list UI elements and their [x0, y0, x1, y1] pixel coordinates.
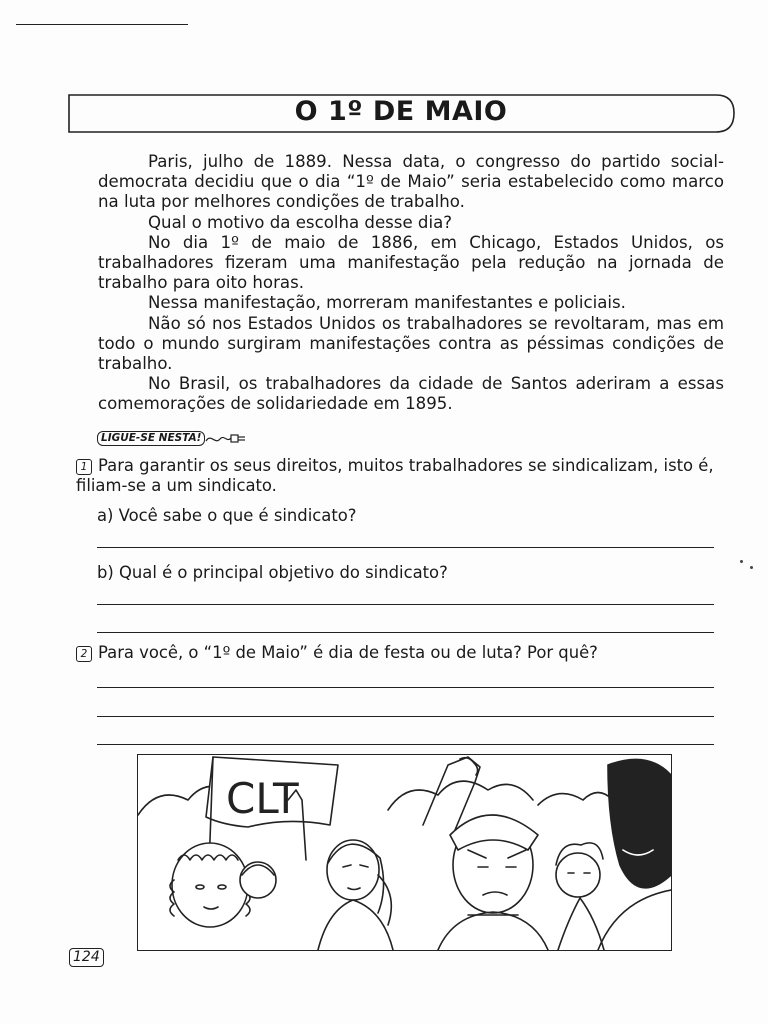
paragraph: Não só nos Estados Unidos os trabalhadores se revoltaram, mas em todo o mundo surgiram manifestações contra as péssimas condições de trabalho.	[98, 313, 724, 374]
page-title: O 1º DE MAIO	[294, 96, 508, 127]
reading-text	[98, 152, 724, 415]
question-text: Para garantir os seus direitos, muitos trabalhadores se sindicalizam, isto é, filiam-se a um sindicato.	[76, 456, 714, 495]
badge-label: LIGUE-SE NESTA!	[97, 431, 205, 446]
protest-drawing	[138, 755, 671, 950]
answer-line[interactable]	[97, 604, 714, 605]
scan-speck	[750, 566, 753, 569]
question-2	[76, 643, 726, 663]
protest-illustration	[137, 754, 672, 951]
paragraph: Paris, julho de 1889. Nessa data, o congresso do partido social-democrata decidiu que o dia “1º de Maio” seria estabelecido como marco na luta por melhores condições de trabalho.	[98, 152, 724, 212]
plug-icon	[205, 431, 247, 445]
answer-line[interactable]	[97, 632, 714, 633]
question-number: 2	[76, 646, 92, 662]
title-banner	[68, 94, 734, 132]
paragraph: Nessa manifestação, morreram manifestantes e policiais.	[148, 293, 626, 313]
question-1a: a) Você sabe o que é sindicato?	[97, 506, 357, 525]
page-number: 124	[69, 948, 104, 967]
question-number: 1	[76, 459, 92, 475]
question-1	[76, 456, 726, 496]
paragraph: No dia 1º de maio de 1886, em Chicago, Estados Unidos, os trabalhadores fizeram uma manifestação pela redução na jornada de trabalho para oito horas.	[98, 232, 724, 293]
section-badge	[97, 430, 247, 446]
answer-line[interactable]	[97, 547, 714, 548]
question-text: Para você, o “1º de Maio” é dia de festa ou de luta? Por quê?	[98, 643, 598, 662]
answer-line[interactable]	[97, 687, 714, 688]
question-1b: b) Qual é o principal objetivo do sindicato?	[97, 563, 448, 582]
paragraph: No Brasil, os trabalhadores da cidade de Santos aderiram a essas comemorações de solidariedade em 1895.	[98, 374, 724, 414]
scan-speck	[740, 560, 743, 563]
banner-text: CLT	[226, 774, 299, 823]
top-rule	[16, 24, 188, 25]
answer-line[interactable]	[97, 744, 714, 745]
paragraph: Qual o motivo da escolha desse dia?	[148, 212, 453, 232]
answer-line[interactable]	[97, 716, 714, 717]
